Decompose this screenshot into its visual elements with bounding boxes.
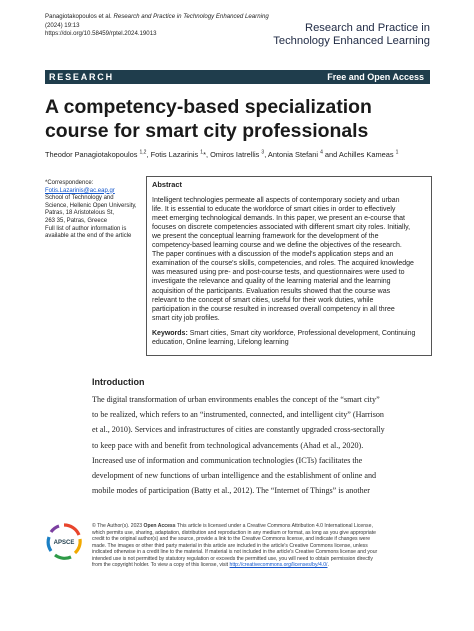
abstract-line: was measured using pre- and post-course tests, and questionnaires were used to xyxy=(152,269,405,277)
apsce-logo xyxy=(45,521,83,565)
author-affiliation-number: 1,2 xyxy=(139,149,147,156)
abstract-line: life. It is essential to educate the workforce of smart cities in order to effectively xyxy=(152,206,396,214)
abstract-body xyxy=(152,196,426,323)
journal-name xyxy=(260,22,430,48)
journal-name-line1: Research and Practice in xyxy=(305,22,430,34)
abstract-line: examination of the course's skills, competencies, and roles. The acquired knowledge xyxy=(152,260,414,268)
address-line: Patras, 18 Aristotelous St, xyxy=(45,210,115,217)
article-type-banner xyxy=(45,70,430,84)
intro-line: Increased use of information and communication technologies (ICTs) facilitates the xyxy=(92,455,363,465)
article-title: A competency-based specialization course for smart city professionals xyxy=(45,96,372,142)
author-name: Omiros Iatrellis xyxy=(210,150,260,159)
author-name: Fotis Lazarinis xyxy=(150,150,199,159)
license-text: This article is licensed under a Creative Commons Attribution 4.0 International License, xyxy=(175,523,373,529)
license-text: © The Author(s). 2023 xyxy=(92,523,144,529)
keywords xyxy=(152,329,426,347)
abstract-line: competency-based learning course and we define the objectives of the research. xyxy=(152,242,402,250)
introduction-body xyxy=(92,392,390,498)
license-line xyxy=(92,562,437,569)
author-affiliation-number: 4 xyxy=(320,149,323,156)
address-line: 263 35, Patras, Greece xyxy=(45,217,108,224)
abstract-heading: Abstract xyxy=(152,180,182,189)
author-info-note: Full list of author information is xyxy=(45,225,127,232)
logo-arc-purple xyxy=(51,526,59,532)
author-separator: and xyxy=(322,150,339,159)
abstract-line: meet emerging technological demands. In this paper, we present an e-course that xyxy=(152,215,405,223)
logo-arc-green xyxy=(55,555,71,558)
author-affiliation-number: 3 xyxy=(261,149,265,156)
intro-line: development of new functions of urban intelligence and the establishment of online and xyxy=(92,471,377,481)
abstract-line: smart city job profiles. xyxy=(152,314,220,322)
logo-arc-red xyxy=(64,525,79,535)
author-name: Theodor Panagiotakopoulos xyxy=(45,150,138,159)
article-type-label: RESEARCH xyxy=(49,72,114,82)
license-line: made. The images or other third party material in this article are included in the article's Creative Commons license, unless xyxy=(92,542,368,549)
author-name: Achilles Kameas xyxy=(338,150,394,159)
license-notice xyxy=(92,523,437,569)
abstract-line: focuses on discrete competencies associated with different smart city roles. Initially, xyxy=(152,224,411,232)
abstract-line: Intelligent technologies permeate all aspects of contemporary society and urban xyxy=(152,197,400,205)
keywords-label: Keywords: xyxy=(152,329,188,337)
author-name: Antonia Stefani xyxy=(267,150,319,159)
open-access-label: Free and Open Access xyxy=(327,72,424,82)
author-affiliation-number: 1 xyxy=(395,149,399,156)
logo-arc-blue xyxy=(48,537,51,551)
abstract-line: participation in the course resulted in increased overall competency in all three xyxy=(152,305,395,313)
license-text: from the copyright holder. To view a copy of this license, visit xyxy=(92,562,230,568)
license-line: which permits use, sharing, adaptation, distribution and reproduction in any medium or format, as long as you give appropriate xyxy=(92,529,376,536)
author-separator: , xyxy=(264,150,268,159)
keywords-text: Smart cities, Smart city workforce, Professional development, Continuing xyxy=(187,329,416,337)
author-list xyxy=(45,150,445,160)
address-line: Science, Hellenic Open University, xyxy=(45,202,137,209)
correspondence-sidebar xyxy=(45,180,137,241)
license-line: indicated otherwise in a credit line to the material. If material is not included in the article's Creative Commons license and your xyxy=(92,549,378,555)
intro-line: The digital transformation of urban environments enables the concept of the “smart city” xyxy=(92,395,380,404)
abstract-box xyxy=(146,176,432,356)
intro-line: to be realized, which refers to an “instrumented, connected, and intelligent city” (Harrison xyxy=(92,410,384,420)
author-info-note: available at the end of the article xyxy=(45,233,132,240)
intro-line: mobile modes of participation (Batty et al., 2012). The “Internet of Things” is another xyxy=(92,486,370,496)
citation-block xyxy=(45,13,275,39)
correspondence-email-link[interactable]: Fotis.Lazarinis@ac.eap.gr xyxy=(45,187,115,194)
logo-arc-yellow xyxy=(75,539,80,553)
abstract-line: The paper continues with a discussion of the model's application steps and an xyxy=(152,251,394,259)
license-line: credit to the original author(s) and the source, provide a link to the Creative Commons license, and indicate if changes were xyxy=(92,536,371,542)
address-line: School of Technology and xyxy=(45,195,114,202)
abstract-line: relevant to the concept of smart cities, useful for their work duties, while xyxy=(152,296,374,304)
keywords-text: education, Online learning, Lifelong learning xyxy=(152,338,289,346)
intro-line: et al., 2010). Services and infrastructures of cities are constantly upgraded cross-sectorally xyxy=(92,425,385,435)
keywords-line xyxy=(152,329,426,338)
author-separator: , xyxy=(146,150,151,159)
doi-link[interactable]: https://doi.org/10.58459/rptel.2024.19013 xyxy=(45,30,157,38)
citation-line xyxy=(45,13,275,22)
journal-name-line2: Technology Enhanced Learning xyxy=(273,35,430,47)
introduction-heading: Introduction xyxy=(92,377,145,387)
abstract-line: investigate the relevance and quality of the learning material and the learning xyxy=(152,278,391,286)
citation-authors: Panagiotakopoulos et al. xyxy=(45,13,112,20)
license-link[interactable]: http://creativecommons.org/licenses/by/4.0/ xyxy=(229,562,328,568)
logo-text: APSCE xyxy=(53,540,75,546)
open-access-badge: Open Access xyxy=(143,523,176,529)
license-text: . xyxy=(327,562,329,568)
intro-line: to keep pace with and benefit from technological advancements (Ahad et al., 2020). xyxy=(92,440,364,450)
abstract-line: acquisition of the participants. Evaluation results showed that the course was xyxy=(152,287,391,295)
abstract-line: we present the conceptual learning framework for the development of the xyxy=(152,233,379,241)
correspondence-label: *Correspondence: xyxy=(45,180,94,186)
citation-journal: Research and Practice in Technology Enhanced Learning xyxy=(113,13,269,20)
author-separator: *, xyxy=(203,150,211,159)
license-line: intended use is not permitted by statutory regulation or exceeds the permitted use, you will need to obtain permission directly xyxy=(92,555,373,562)
citation-volume: (2024) 19:13 xyxy=(45,21,80,29)
author-affiliation-number: 1 xyxy=(200,149,204,156)
